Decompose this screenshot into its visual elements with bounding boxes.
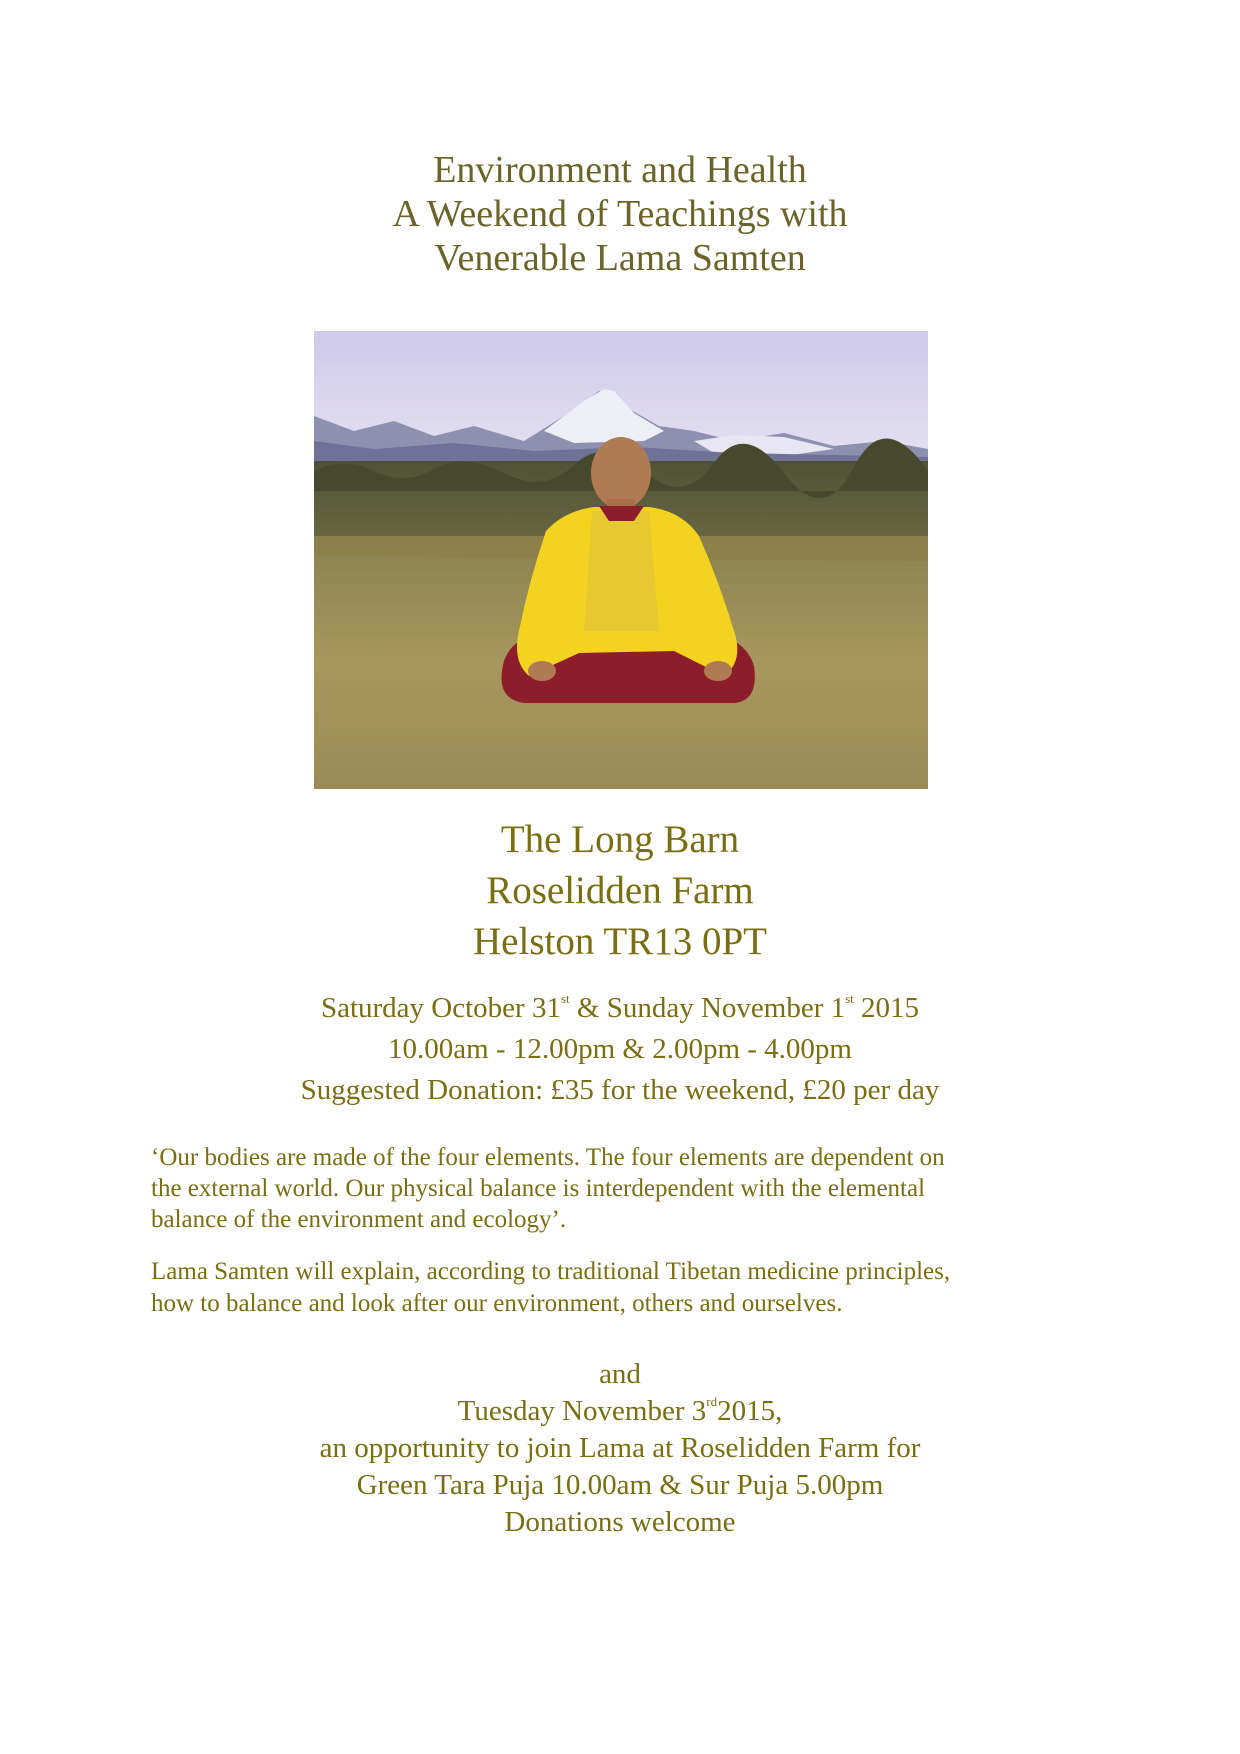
- explanation-paragraph: [151, 1256, 1111, 1320]
- venue-line-3: Helston TR13 0PT: [473, 920, 767, 963]
- title-line-2: A Weekend of Teachings with: [392, 193, 848, 235]
- saturday-date: Saturday October 31: [320, 992, 561, 1024]
- title-line-3: Venerable Lama Samten: [434, 237, 806, 279]
- tuesday-opportunity: an opportunity to join Lama at Roselidden Farm for: [319, 1432, 921, 1464]
- sunday-date: & Sunday November 1: [569, 992, 846, 1024]
- quote-line-1: ‘Our bodies are made of the four elements. The four elements are dependent on: [151, 1144, 945, 1171]
- tuesday-date-prefix: Tuesday November 3: [457, 1395, 707, 1427]
- weekend-dates: [0, 988, 1240, 1029]
- title-line-1: Environment and Health: [433, 149, 807, 191]
- sunday-ordinal: st: [845, 991, 854, 1006]
- venue-line-1: The Long Barn: [500, 818, 740, 861]
- date-block: [0, 988, 1240, 1111]
- title-block: [0, 148, 1240, 280]
- donations-welcome: Donations welcome: [504, 1506, 736, 1538]
- tuesday-block: [0, 1356, 1240, 1541]
- and-text: and: [599, 1358, 641, 1390]
- tuesday-date-suffix: 2015,: [717, 1395, 783, 1427]
- saturday-ordinal: st: [560, 991, 570, 1006]
- venue-line-2: Roselidden Farm: [486, 869, 754, 912]
- quote-paragraph: [151, 1142, 1111, 1235]
- meditating-lama-photo: [314, 331, 928, 789]
- suggested-donation: Suggested Donation: £35 for the weekend, £20 per day: [300, 1074, 940, 1106]
- tuesday-date: [0, 1393, 1240, 1430]
- quote-line-2: the external world. Our physical balance is interdependent with the elemental: [151, 1175, 926, 1202]
- photo-illustration: [314, 331, 928, 789]
- session-times: 10.00am - 12.00pm & 2.00pm - 4.00pm: [388, 1033, 852, 1065]
- weekend-year: 2015: [853, 992, 920, 1024]
- explanation-line-2: how to balance and look after our environment, others and ourselves.: [151, 1290, 843, 1317]
- puja-times: Green Tara Puja 10.00am & Sur Puja 5.00pm: [356, 1469, 884, 1501]
- tuesday-ordinal: rd: [706, 1394, 718, 1409]
- venue-block: [0, 814, 1240, 967]
- explanation-line-1: Lama Samten will explain, according to traditional Tibetan medicine principles,: [151, 1258, 951, 1285]
- quote-line-3: balance of the environment and ecology’.: [151, 1206, 567, 1233]
